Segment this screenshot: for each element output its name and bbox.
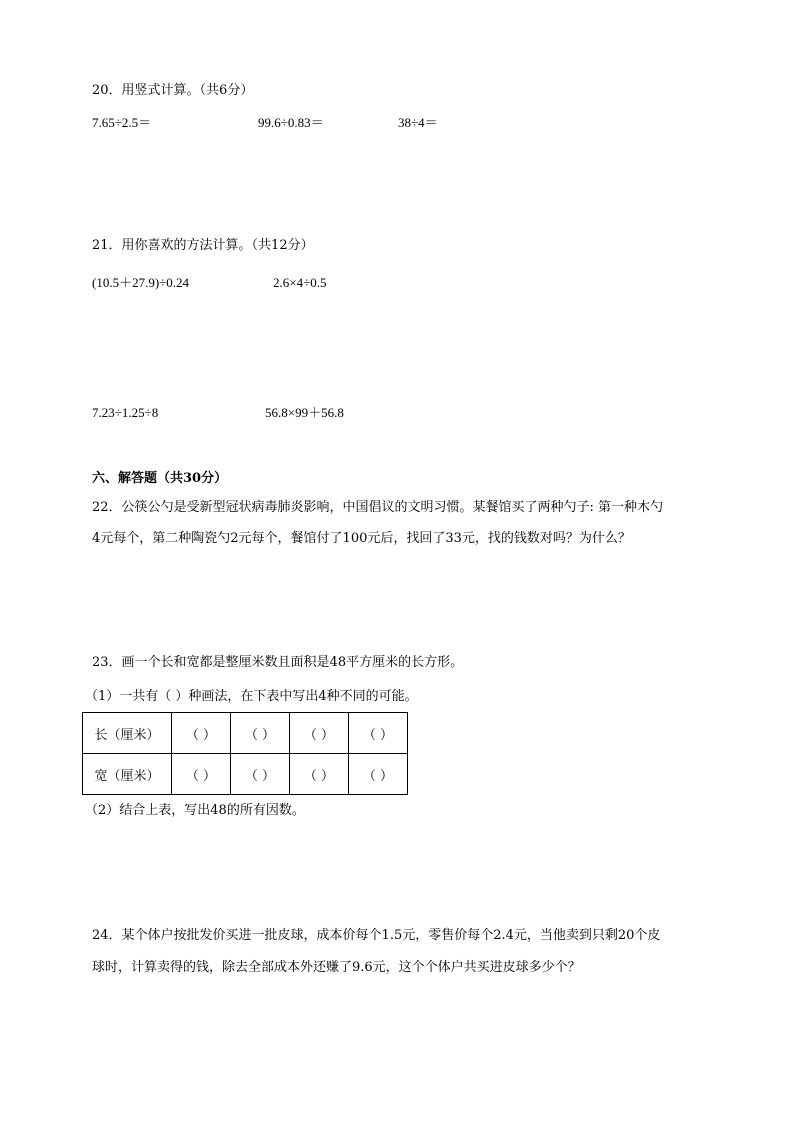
dimensions-table: [82, 712, 408, 795]
question-21-title: 21．用你喜欢的方法计算。（共12分）: [92, 238, 314, 253]
width-blank-1: （ ）: [172, 754, 231, 795]
width-blank-3: （ ）: [290, 754, 349, 795]
question-22-line-2: 4元每个，第二种陶瓷勺2元每个，餐馆付了100元后，找回了33元，找的钱数对吗？为什么？: [92, 531, 631, 546]
length-blank-3: （ ）: [290, 713, 349, 754]
question-22-line-1: 22．公筷公勺是受新型冠状病毒肺炎影响，中国倡议的文明习惯。某餐馆买了两种勺子: 第一种木勺: [92, 500, 664, 515]
length-blank-4: （ ）: [349, 713, 408, 754]
table-row-width: [83, 754, 408, 795]
width-blank-2: （ ）: [231, 754, 290, 795]
table-row-length: [83, 713, 408, 754]
question-20-item-2: 99.6÷0.83＝: [258, 115, 324, 130]
question-21-item-1: (10.5＋27.9)÷0.24: [92, 275, 190, 290]
section-6-title: 六、解答题（共30分）: [92, 471, 228, 486]
question-24-line-2: 球时，计算卖得的钱，除去全部成本外还赚了9.6元，这个个体户共买进皮球多少个？: [92, 960, 581, 975]
question-21-item-3: 7.23÷1.25÷8: [92, 405, 159, 420]
question-23-title: 23．画一个长和宽都是整厘米数且面积是48平方厘米的长方形。: [92, 655, 464, 670]
length-label: 长（厘米）: [83, 713, 172, 754]
width-label: 宽（厘米）: [83, 754, 172, 795]
question-21-item-2: 2.6×4÷0.5: [273, 275, 327, 290]
question-20-item-3: 38÷4＝: [398, 115, 438, 130]
width-blank-4: （ ）: [349, 754, 408, 795]
length-blank-2: （ ）: [231, 713, 290, 754]
length-blank-1: （ ）: [172, 713, 231, 754]
question-24-line-1: 24．某个体户按批发价买进一批皮球，成本价每个1.5元，零售价每个2.4元，当他卖到只剩20个皮: [92, 928, 661, 943]
question-23-sub-1: （1）一共有（ ）种画法，在下表中写出4种不同的可能。: [85, 689, 418, 704]
question-23-sub-2: （2）结合上表，写出48的所有因数。: [85, 803, 305, 818]
question-20-item-1: 7.65÷2.5＝: [92, 115, 152, 130]
question-21-item-4: 56.8×99＋56.8: [265, 405, 344, 420]
question-20-title: 20．用竖式计算。（共6分）: [92, 83, 254, 98]
